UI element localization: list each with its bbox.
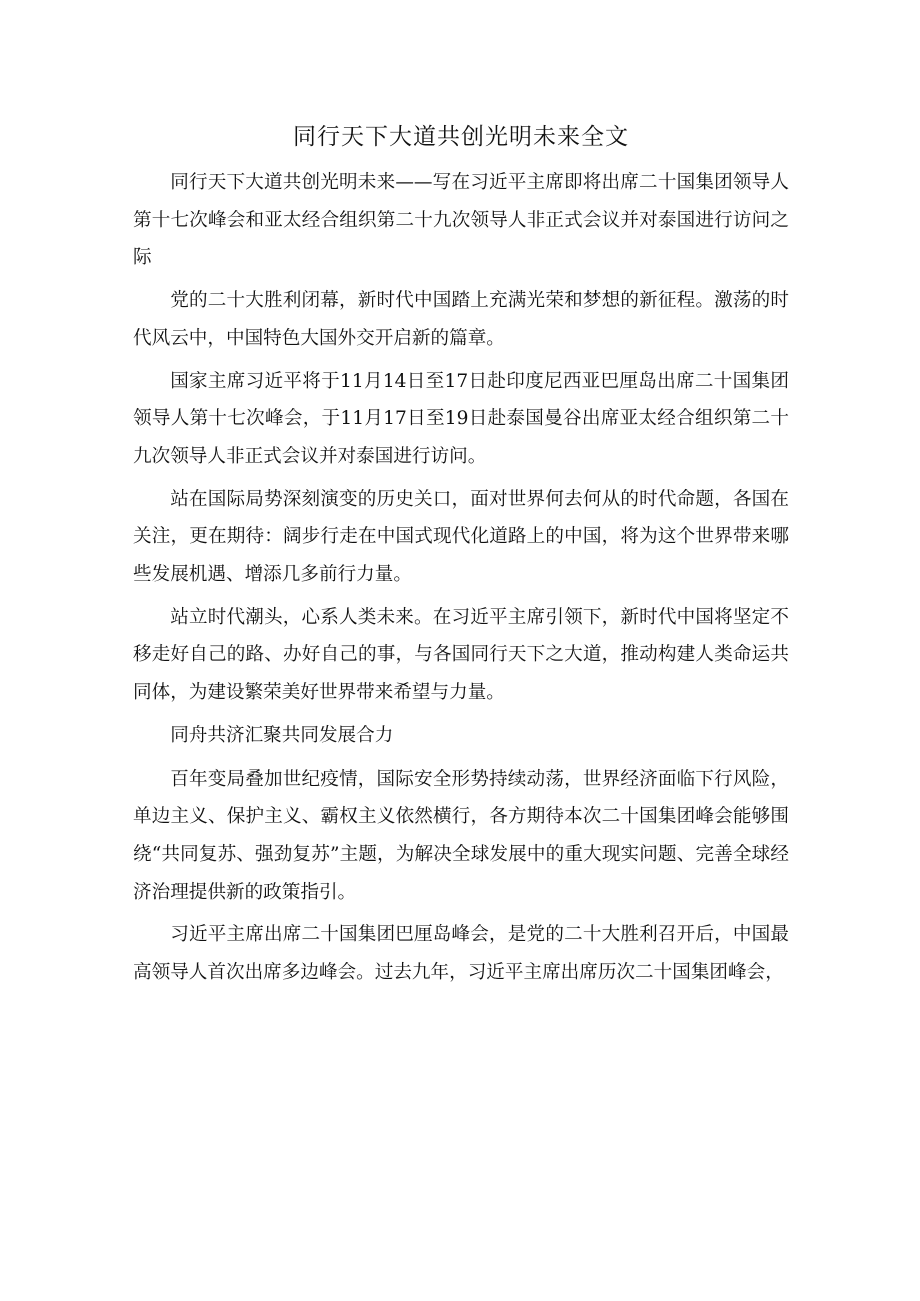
section-heading: 同舟共济汇聚共同发展合力 [170,724,394,746]
paragraph: 党的二十大胜利闭幕，新时代中国踏上充满光荣和梦想的新征程。激荡的时代风云中，中国特色大国外交开启新的篇章。 [133,290,789,349]
document-body [133,118,789,997]
paragraph-intro: 同行天下大道共创光明未来——写在习近平主席即将出席二十国集团领导人第十七次峰会和亚太经合组织第二十九次领导人非正式会议并对泰国进行访问之际 [133,172,789,269]
paragraph: 百年变局叠加世纪疫情，国际安全形势持续动荡，世界经济面临下行风险，单边主义、保护主义、霸权主义依然横行，各方期待本次二十国集团峰会能够围绕“共同复苏、强劲复苏”主题，为解决全球发展中的重大现实问题、完善全球经济治理提供新的政策指引。 [133,768,789,903]
paragraph: 站立时代潮头，心系人类未来。在习近平主席引领下，新时代中国将坚定不移走好自己的路、办好自己的事，与各国同行天下之大道，推动构建人类命运共同体，为建设繁荣美好世界带来希望与力量。 [133,606,789,704]
document-title: 同行天下大道共创光明未来全文 [293,124,629,150]
paragraph: 国家主席习近平将于11月14日至17日赴印度尼西亚巴厘岛出席二十国集团领导人第十七次峰会，于11月17日至19日赴泰国曼谷出席亚太经合组织第二十九次领导人非正式会议并对泰国进行访问。 [133,370,789,467]
paragraph: 习近平主席出席二十国集团巴厘岛峰会，是党的二十大胜利召开后，中国最高领导人首次出席多边峰会。过去九年，习近平主席出席历次二十国集团峰会， [133,924,789,984]
paragraph: 站在国际局势深刻演变的历史关口，面对世界何去何从的时代命题，各国在关注，更在期待：阔步行走在中国式现代化道路上的中国，将为这个世界带来哪些发展机遇、增添几多前行力量。 [133,488,789,586]
